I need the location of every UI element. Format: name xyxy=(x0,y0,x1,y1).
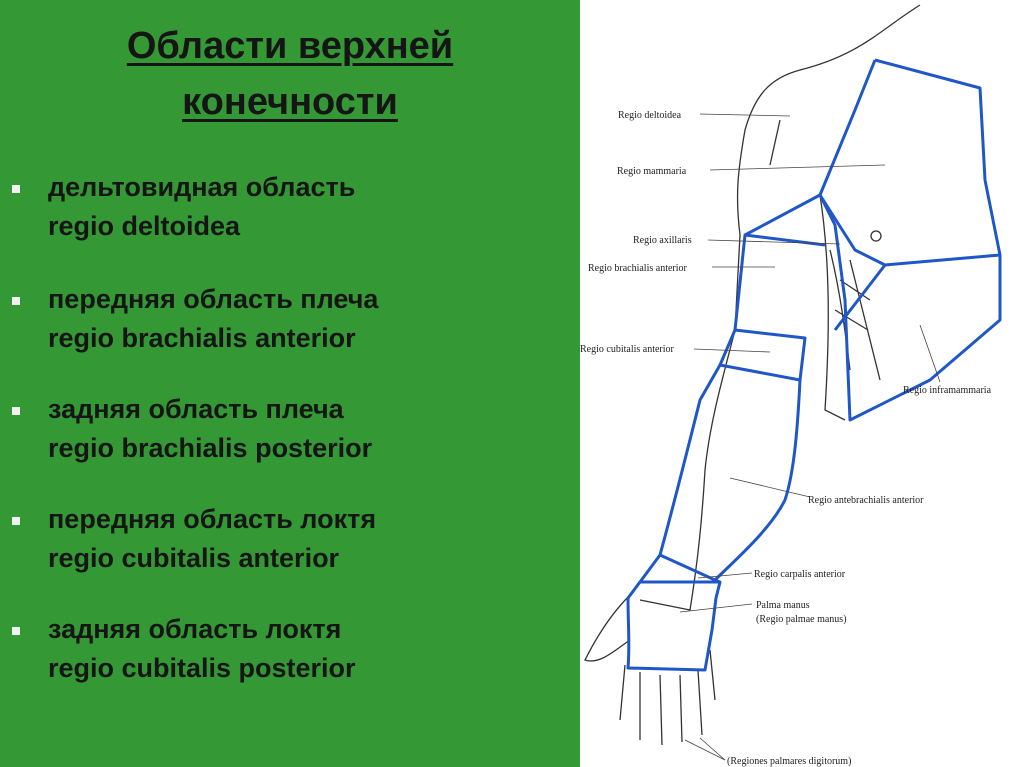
label-carpalis-anterior: Regio carpalis anterior xyxy=(754,569,846,580)
bullet-icon xyxy=(12,185,20,193)
label-antebrachialis-anterior: Regio antebrachialis anterior xyxy=(808,495,924,506)
label-palma-manus: Palma manus xyxy=(756,600,810,611)
diagram-panel xyxy=(580,0,1024,767)
item-latin: regio deltoidea xyxy=(48,211,241,241)
bullet-icon xyxy=(12,407,20,415)
label-brachialis-anterior: Regio brachialis anterior xyxy=(588,263,687,274)
list-item xyxy=(0,390,580,470)
item-russian: передняя область локтя xyxy=(48,504,377,534)
list-item xyxy=(0,500,580,580)
label-digitorum: (Regiones palmares digitorum) xyxy=(727,756,852,767)
label-axillaris: Regio axillaris xyxy=(633,235,692,246)
item-russian: задняя область плеча xyxy=(48,394,344,424)
list-item xyxy=(0,168,580,248)
item-russian: дельтовидная область xyxy=(48,172,356,202)
item-latin: regio brachialis anterior xyxy=(48,323,356,353)
label-deltoidea: Regio deltoidea xyxy=(618,110,682,121)
bullet-icon xyxy=(12,517,20,525)
item-latin: regio brachialis posterior xyxy=(48,433,373,463)
label-inframammaria: Regio inframammaria xyxy=(903,385,992,396)
item-latin: regio cubitalis anterior xyxy=(48,543,340,573)
label-mammaria: Regio mammaria xyxy=(617,166,687,177)
leader-lines xyxy=(680,114,940,760)
label-cubitalis-anterior: Regio cubitalis anterior xyxy=(580,344,674,355)
arm-regions-diagram xyxy=(580,0,1024,767)
bullet-icon xyxy=(12,297,20,305)
item-russian: задняя область локтя xyxy=(48,614,342,644)
slide-title: Области верхней конечности xyxy=(126,25,454,123)
item-russian: передняя область плеча xyxy=(48,284,379,314)
list-item xyxy=(0,610,580,690)
bullet-icon xyxy=(12,627,20,635)
label-palma-manus-latin: (Regio palmae manus) xyxy=(756,614,847,625)
list-item xyxy=(0,280,580,360)
item-latin: regio cubitalis posterior xyxy=(48,653,356,683)
